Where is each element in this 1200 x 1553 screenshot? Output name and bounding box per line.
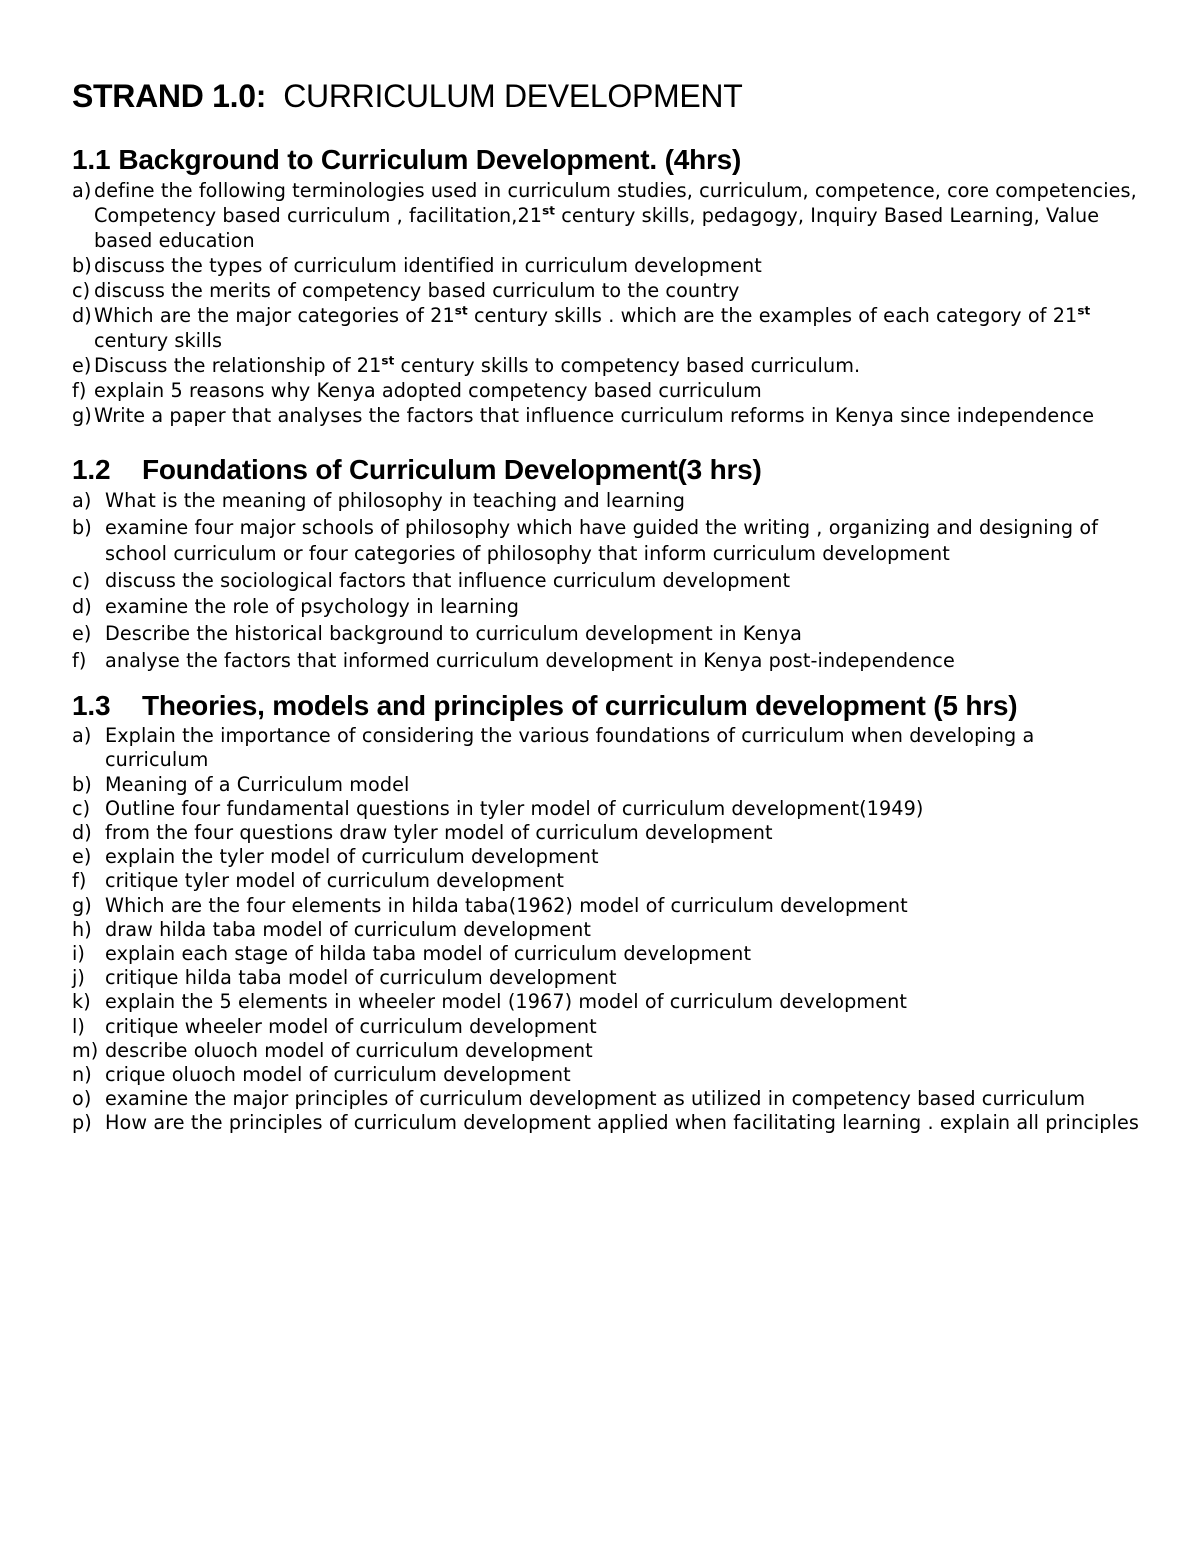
list-item-text — [105, 594, 1142, 621]
list-item — [72, 724, 1142, 772]
list-item-text — [105, 488, 1142, 515]
list-item-marker: b) — [72, 254, 92, 277]
list-item-marker: e) — [72, 621, 92, 645]
list-item — [72, 594, 1142, 621]
list-item — [72, 253, 1142, 278]
list-item-marker: d) — [72, 304, 92, 327]
list-item-text-part: Explain the importance of considering the various foundations of curriculum when developing a curriculum — [105, 724, 1035, 772]
list-item-text — [105, 990, 1142, 1014]
list-item-text-part: century skills — [94, 329, 223, 352]
list-item-marker: j) — [72, 966, 86, 990]
list-item — [72, 1111, 1142, 1135]
list-item-marker: n) — [72, 1063, 92, 1086]
objective-list — [72, 724, 1142, 1135]
list-item-text — [105, 797, 1142, 821]
strand-name: CURRICULUM DEVELOPMENT — [283, 78, 743, 114]
list-item-text — [105, 821, 1142, 845]
ordinal-suffix: st — [381, 353, 395, 368]
list-item-text — [94, 303, 1142, 353]
list-item-text — [105, 1039, 1142, 1063]
strand-label: STRAND 1.0: — [72, 78, 267, 114]
list-item-marker: d) — [72, 595, 92, 619]
list-item-text-part: define the following terminologies used in curriculum studies, curriculum, competence, core competencies, Competency based curriculum , facilitation,21 — [94, 179, 1137, 227]
list-item — [72, 821, 1142, 845]
list-item-text-part: critique tyler model of curriculum development — [105, 869, 564, 893]
list-item — [72, 918, 1142, 942]
list-item-text-part: Outline four fundamental questions in tyler model of curriculum development(1949) — [105, 796, 924, 820]
list-item-marker: m) — [72, 1038, 99, 1062]
list-item — [72, 942, 1142, 966]
list-item-text — [105, 918, 1142, 942]
list-item-text — [94, 353, 1142, 378]
list-item-text — [105, 621, 1142, 648]
document-page — [72, 74, 1142, 1136]
list-item — [72, 894, 1142, 918]
list-item — [72, 1015, 1142, 1039]
list-item-marker: c) — [72, 568, 91, 592]
list-item — [72, 845, 1142, 869]
objective-list — [72, 488, 1142, 674]
list-item-text — [105, 845, 1142, 869]
list-item — [72, 773, 1142, 797]
list-item — [72, 178, 1142, 253]
list-item-marker: e) — [72, 354, 92, 377]
ordinal-suffix: st — [454, 303, 468, 318]
list-item-text-part: Meaning of a Curriculum model — [105, 772, 410, 796]
list-item — [72, 990, 1142, 1014]
list-item-text — [105, 894, 1142, 918]
list-item-marker: h) — [72, 917, 92, 941]
list-item — [72, 278, 1142, 303]
list-item — [72, 403, 1142, 428]
list-item-text-part: Describe the historical background to curriculum development in Kenya — [105, 621, 803, 645]
list-item-text-part: Which are the major categories of 21 — [94, 304, 455, 327]
section-title: Foundations of Curriculum Development(3 hrs) — [142, 454, 762, 485]
list-item-text-part: explain each stage of hilda taba model of curriculum development — [105, 941, 752, 965]
list-item — [72, 568, 1142, 595]
list-item — [72, 1039, 1142, 1063]
list-item-text-part: century skills, pedagogy, Inquiry Based Learning, Value based education — [94, 204, 1100, 252]
list-item-text-part: draw hilda taba model of curriculum development — [105, 917, 591, 941]
list-item-text — [105, 568, 1142, 595]
list-item-text — [105, 1063, 1142, 1087]
list-item — [72, 1063, 1142, 1087]
list-item-text-part: critique wheeler model of curriculum development — [105, 1014, 597, 1038]
list-item-marker: f) — [72, 869, 87, 893]
list-item-text — [105, 724, 1142, 772]
list-item-text — [105, 773, 1142, 797]
list-item-text-part: Discuss the relationship of 21 — [94, 354, 382, 377]
list-item-marker: a) — [72, 179, 92, 202]
list-item-marker: c) — [72, 279, 91, 302]
section-title: Background to Curriculum Development. (4hrs) — [118, 144, 742, 175]
list-item-marker: p) — [72, 1111, 92, 1135]
list-item — [72, 1087, 1142, 1111]
list-item-marker: g) — [72, 404, 92, 427]
list-item-marker: i) — [72, 941, 86, 965]
list-item-text-part: explain the 5 elements in wheeler model (1967) model of curriculum development — [105, 990, 908, 1014]
list-item-text-part: explain the tyler model of curriculum development — [105, 845, 599, 869]
list-item-text — [105, 515, 1142, 568]
list-item-marker: b) — [72, 772, 92, 796]
list-item-text-part: century skills . which are the examples of each category of 21 — [467, 304, 1078, 327]
list-item-text — [94, 178, 1142, 253]
list-item-marker: f) — [72, 648, 87, 672]
list-item-marker: a) — [72, 489, 92, 512]
section-heading-1-2 — [72, 452, 1142, 488]
list-item — [72, 378, 1142, 403]
list-item-text — [105, 869, 1142, 893]
list-item-text-part: century skills to competency based curriculum. — [394, 354, 861, 377]
section-title: Theories, models and principles of curriculum development (5 hrs) — [142, 690, 1018, 722]
list-item — [72, 515, 1142, 568]
list-item-marker: d) — [72, 820, 92, 844]
list-item-marker: f) — [72, 379, 87, 402]
list-item-text-part: examine four major schools of philosophy which have guided the writing , organizing and designing of school curriculum or four categories of philosophy that inform curriculum development — [105, 515, 1099, 566]
list-item-text-part: discuss the sociological factors that influence curriculum development — [105, 568, 791, 592]
list-item-marker: e) — [72, 845, 92, 869]
list-item-text — [105, 1111, 1142, 1135]
list-item-marker: b) — [72, 515, 92, 539]
list-item-marker: g) — [72, 893, 92, 917]
list-item — [72, 621, 1142, 648]
list-item-text-part: explain 5 reasons why Kenya adopted competency based curriculum — [94, 379, 762, 402]
section-heading-1-1 — [72, 142, 1142, 178]
section-number: 1.3 — [72, 690, 111, 722]
section-number: 1.2 — [72, 454, 111, 485]
list-item — [72, 869, 1142, 893]
list-item-text-part: Write a paper that analyses the factors that influence curriculum reforms in Kenya since independence — [94, 404, 1095, 427]
list-item-text-part: discuss the types of curriculum identified in curriculum development — [94, 254, 762, 277]
list-item-text-part: Which are the four elements in hilda taba(1962) model of curriculum development — [105, 893, 908, 917]
list-item — [72, 303, 1142, 353]
list-item-text — [105, 966, 1142, 990]
objective-list — [72, 178, 1142, 428]
list-item-text-part: critique hilda taba model of curriculum development — [105, 966, 617, 990]
section-number: 1.1 — [72, 144, 111, 175]
list-item-text-part: crique oluoch model of curriculum development — [105, 1063, 571, 1086]
list-item-text-part: examine the major principles of curriculum development as utilized in competency based curriculum — [105, 1087, 1086, 1111]
list-item-text-part: examine the role of psychology in learning — [105, 595, 520, 619]
list-item-text — [94, 378, 1142, 403]
list-item — [72, 648, 1142, 675]
list-item-text — [105, 1015, 1142, 1039]
list-item-text — [94, 403, 1142, 428]
list-item-text-part: discuss the merits of competency based curriculum to the country — [94, 279, 740, 302]
list-item — [72, 797, 1142, 821]
list-item-text — [94, 278, 1142, 303]
ordinal-suffix: st — [542, 203, 556, 218]
list-item-text-part: from the four questions draw tyler model of curriculum development — [105, 820, 773, 844]
list-item-text — [94, 253, 1142, 278]
list-item — [72, 488, 1142, 515]
list-item — [72, 966, 1142, 990]
list-item-text — [105, 942, 1142, 966]
list-item-marker: l) — [72, 1014, 86, 1038]
list-item-text — [105, 648, 1142, 675]
list-item-marker: k) — [72, 990, 91, 1014]
list-item-marker: a) — [72, 724, 92, 748]
list-item-marker: o) — [72, 1087, 92, 1111]
list-item-text-part: analyse the factors that informed curriculum development in Kenya post-independence — [105, 648, 955, 672]
strand-title — [72, 74, 1142, 118]
list-item — [72, 353, 1142, 378]
section-heading-1-3 — [72, 688, 1142, 724]
list-item-text-part: How are the principles of curriculum development applied when facilitating learning . explain all principles — [105, 1111, 1140, 1135]
list-item-marker: c) — [72, 796, 91, 820]
ordinal-suffix: st — [1077, 303, 1091, 318]
list-item-text — [105, 1087, 1142, 1111]
list-item-text-part: What is the meaning of philosophy in teaching and learning — [105, 489, 686, 512]
list-item-text-part: describe oluoch model of curriculum development — [105, 1038, 593, 1062]
